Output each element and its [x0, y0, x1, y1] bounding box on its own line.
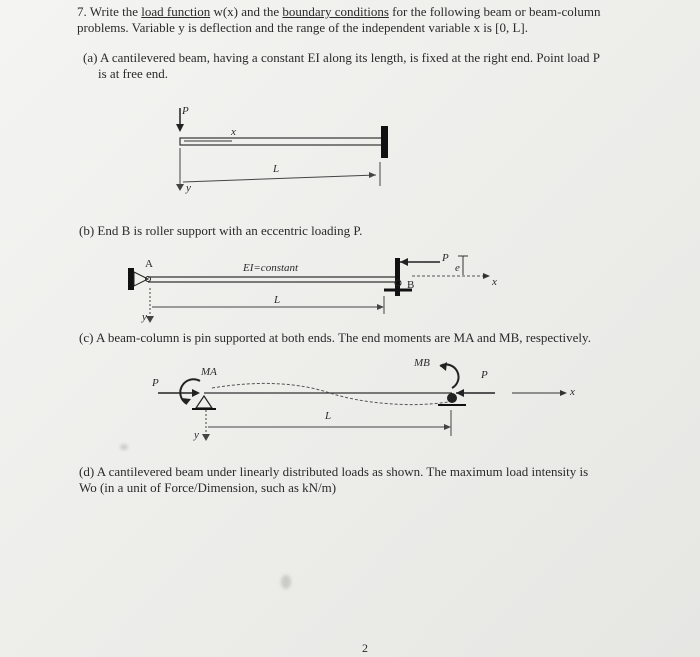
mb-moment-arrowhead: [440, 362, 447, 371]
problem-number: 7.: [77, 4, 87, 19]
label-mb-c: MB: [414, 357, 430, 369]
label-p-b: P: [442, 252, 449, 264]
label-y-b: y: [142, 311, 147, 323]
intro-text: Write the: [89, 4, 138, 19]
smudge-mark: [120, 444, 128, 450]
part-a-text-line1: (a) A cantilevered beam, having a constant EI along its length, is fixed at the right end. Point load P: [83, 50, 600, 65]
label-e-b: e: [455, 262, 460, 274]
part-d-text-line1: (d) A cantilevered beam under linearly distributed loads as shown. The maximum load intensity is: [79, 464, 589, 479]
label-b-b: B: [407, 279, 415, 291]
smudge-mark: [281, 575, 291, 589]
x-arrowhead-c: [560, 390, 567, 396]
label-x-b: x: [492, 276, 497, 288]
label-p-left-c: P: [152, 377, 159, 389]
part-b-text-line1: (b) End B is roller support with an eccentric loading P.: [79, 223, 363, 238]
p-right-arrowhead-c: [456, 389, 464, 397]
label-x-a: x: [231, 126, 236, 138]
label-l-b: L: [274, 294, 281, 306]
page-number: 2: [362, 641, 368, 655]
label-p-right-c: P: [481, 369, 488, 381]
label-ma-c: MA: [201, 366, 217, 378]
part-a-text-line2: is at free end.: [98, 66, 169, 81]
left-pin-c: [196, 396, 212, 408]
right-roller-c: [447, 393, 457, 403]
y-arrowhead-c: [202, 434, 210, 441]
label-l-c: L: [325, 410, 332, 422]
label-l-a: L: [273, 163, 280, 175]
label-p-a: P: [182, 105, 189, 117]
problem-intro-line2: problems. Variable y is deflection and the range of the independent variable x is [0, L].: [77, 20, 529, 35]
intro-text: for the following beam or beam-column: [392, 4, 601, 19]
label-a-b: A: [145, 258, 153, 270]
label-y-a: y: [186, 182, 191, 194]
p-left-arrowhead-c: [192, 389, 200, 397]
load-function-term: load function: [141, 4, 211, 19]
part-c-text-line1: (c) A beam-column is pin supported at both ends. The end moments are MA and MB, respectively.: [79, 330, 591, 345]
part-d-text-line2: Wo (in a unit of Force/Dimension, such as kN/m): [79, 480, 337, 495]
label-x-c: x: [570, 386, 575, 398]
deflected-shape-c: [212, 383, 448, 404]
intro-text: w(x) and the: [213, 4, 280, 19]
label-ei-b: EI=constant: [243, 262, 299, 274]
label-y-c: y: [194, 429, 199, 441]
boundary-conditions-term: boundary conditions: [282, 4, 389, 19]
length-arrowhead-c: [444, 424, 451, 430]
